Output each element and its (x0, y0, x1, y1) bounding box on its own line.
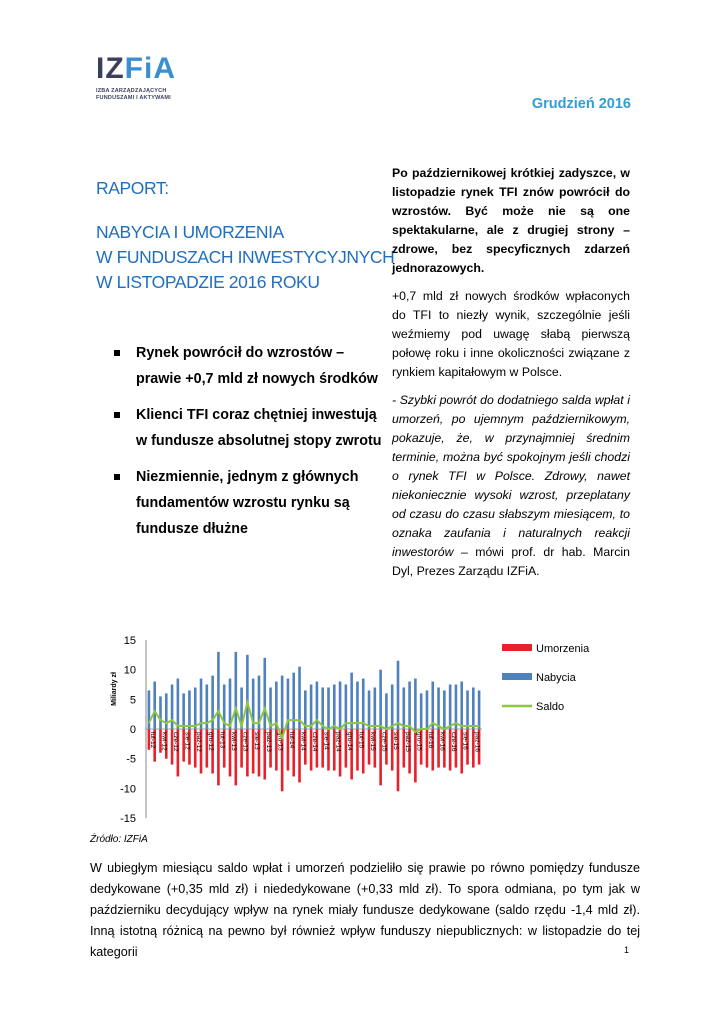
nabycia-bar (356, 682, 359, 729)
nabycia-bar (466, 690, 469, 729)
izfia-logo (96, 52, 206, 112)
y-tick-label: 15 (123, 635, 136, 647)
quote-attribution: – mówi prof. dr hab. Marcin Dyl, Prezes Zarządu IZFiA. (392, 545, 630, 578)
y-axis-label: Miliardy zł (111, 672, 118, 706)
key-points-list (112, 340, 382, 552)
nabycia-bar (408, 682, 411, 729)
nabycia-bar (263, 658, 266, 729)
nabycia-bar (194, 687, 197, 729)
x-tick-label: sie-14 (322, 732, 330, 750)
x-tick-label: paź-12 (195, 732, 203, 752)
title-line-4: W LISTOPADZIE 2016 ROKU (96, 272, 320, 292)
y-tick-label: 10 (123, 664, 136, 677)
nabycia-bar (368, 690, 371, 729)
x-tick-label: paź-13 (264, 732, 272, 752)
x-tick-label: cze-12 (172, 732, 180, 752)
nabycia-bar (182, 693, 185, 729)
nabycia-bar (177, 679, 180, 729)
x-tick-label: sie-16 (461, 732, 469, 750)
bullet-square-icon (114, 350, 120, 356)
x-tick-label: cze-15 (380, 732, 388, 752)
nabycia-bar (339, 682, 342, 729)
x-tick-label: cze-14 (311, 732, 319, 752)
flows-chart (90, 630, 630, 830)
x-tick-label: gru-12 (206, 732, 214, 751)
nabycia-bar (420, 693, 423, 729)
x-tick-label: paź-16 (473, 732, 481, 752)
x-tick-label: lut-13 (218, 732, 226, 749)
nabycia-bar (234, 652, 237, 729)
nabycia-bar (472, 687, 475, 729)
title-raport: RAPORT: (96, 178, 169, 198)
quote-text: - Szybki powrót do dodatniego salda wpłat i umorzeń, po ujemnym październikowym, pokazuje, że, w przynajmniej średnim terminie, można być spokojnym jeśli chodzi o rynek TFI w Polsce. Zdrowy, nawet niekoniecznie wysoki wzrost, przeplatany od czasu do czasu słabszym miesiącem, to oznaka zaufania i naturalnych reakcji inwestorów (392, 393, 630, 559)
y-tick-label: 5 (129, 694, 136, 707)
x-tick-label: kwi-13 (230, 732, 237, 751)
nabycia-bar (362, 679, 365, 729)
nabycia-bar (414, 679, 417, 729)
x-tick-label: kwi-15 (369, 732, 377, 751)
nabycia-bar (478, 690, 481, 729)
nabycia-bar (327, 687, 330, 729)
y-tick-label: -15 (120, 813, 136, 825)
x-tick-label: kwi-14 (299, 732, 307, 751)
nabycia-bar (275, 682, 278, 729)
quote-paragraph (392, 391, 630, 581)
x-tick-label: gru-15 (415, 732, 423, 751)
nabycia-bar (217, 652, 220, 729)
nabycia-bar (431, 682, 434, 729)
x-tick-label: gru-14 (345, 732, 353, 751)
x-tick-label: sie-12 (183, 732, 191, 750)
nabycia-bar (321, 687, 324, 729)
nabycia-bar (460, 682, 463, 729)
legend-nabycia-swatch (502, 673, 532, 680)
bullet-square-icon (114, 474, 120, 480)
y-tick-label: -10 (120, 783, 136, 796)
nabycia-bar (310, 685, 313, 730)
nabycia-bar (281, 676, 284, 729)
nabycia-bar (379, 670, 382, 729)
key-point: Klienci TFI coraz chętniej inwestują w fundusze absolutnej stopy zwrotu (112, 402, 382, 454)
y-tick-label: 0 (129, 724, 136, 736)
nabycia-bar (374, 687, 377, 729)
legend-saldo-label: Saldo (536, 701, 565, 713)
x-tick-label: lut-16 (426, 732, 434, 749)
legend-nabycia-label: Nabycia (536, 672, 576, 684)
x-tick-label: kwi-16 (438, 732, 446, 751)
bullet-square-icon (114, 412, 120, 418)
chart-source: Źródło: IZFiA (90, 834, 148, 845)
report-date: Grudzień 2016 (531, 96, 631, 112)
nabycia-bar (350, 673, 353, 729)
nabycia-bar (391, 685, 394, 730)
intro-column (392, 164, 630, 590)
nabycia-bar (443, 690, 446, 729)
nabycia-bar (333, 685, 336, 730)
y-tick-label: -5 (126, 753, 136, 766)
nabycia-bar (426, 690, 429, 729)
x-tick-label: lut-12 (148, 732, 156, 749)
logo-wordmark: IZFiA (96, 52, 176, 85)
legend-umorzenia-label: Umorzenia (536, 643, 590, 655)
x-tick-label: paź-14 (334, 732, 342, 752)
body-paragraph: W ubiegłym miesiącu saldo wpłat i umorzeń podzieliło się prawie po równo pomiędzy fundusze dedykowane (+0,35 mld zł) i niededykowane (+0,33 mld zł). To spora odmiana, po tym jak w październiku decydujący wpływ na rynek miały fundusze dedykowane (saldo rzędu -1,4 mld zł). Inną istotną różnicą na pewno był również wpływ funduszy niepublicznych: w listopadzie do tej kategorii (90, 861, 640, 959)
x-tick-label: lut-14 (287, 732, 295, 749)
x-tick-label: sie-15 (392, 732, 400, 750)
nabycia-bar (153, 682, 156, 729)
x-tick-label: cze-13 (241, 732, 249, 752)
key-point: Rynek powrócił do wzrostów – prawie +0,7 mld zł nowych środków (112, 340, 382, 392)
x-tick-label: kwi-12 (160, 732, 168, 751)
nabycia-bar (246, 655, 249, 729)
title-line-2: NABYCIA I UMORZENIA (96, 222, 284, 242)
x-tick-label: paź-15 (403, 732, 411, 752)
intro-paragraph: +0,7 mld zł nowych środków wpłaconych do TFI to niezły wynik, szczególnie jeśli weźmiemy pod uwagę słabą pierwszą połowę roku i inne okoliczności związane z rynkiem kapitałowym w Polsce. (392, 289, 630, 379)
legend-umorzenia-swatch (502, 644, 532, 651)
x-tick-label: lut-15 (357, 732, 365, 749)
nabycia-bar (200, 679, 203, 729)
page-number: 1 (623, 945, 629, 955)
nabycia-bar (304, 690, 307, 729)
nabycia-bar (385, 693, 388, 729)
key-point: Niezmiennie, jednym z głównych fundamentów wzrostu rynku są fundusze dłużne (112, 464, 382, 542)
nabycia-bar (159, 696, 162, 729)
x-tick-label: sie-13 (253, 732, 261, 750)
logo-subtitle: IZBA ZARZĄDZAJĄCYCH FUNDUSZAMI I AKTYWAMI (96, 88, 171, 101)
nabycia-bar (397, 661, 400, 729)
nabycia-bar (188, 690, 191, 729)
title-line-3: W FUNDUSZACH INWESTYCYJNYCH (96, 247, 395, 267)
nabycia-bar (437, 687, 440, 729)
report-title (96, 176, 396, 295)
lead-paragraph: Po październikowej krótkiej zadyszce, w listopadzie rynek TFI znów powrócił do wzrostów. Być może nie są one spektakularne, ale z drugiej strony – zdrowe, bez specyficznych zdarzeń jednorazowych. (392, 166, 630, 275)
nabycia-bar (449, 685, 452, 730)
x-tick-label: gru-13 (276, 732, 284, 751)
nabycia-bar (402, 687, 405, 729)
x-tick-label: cze-16 (450, 732, 458, 752)
